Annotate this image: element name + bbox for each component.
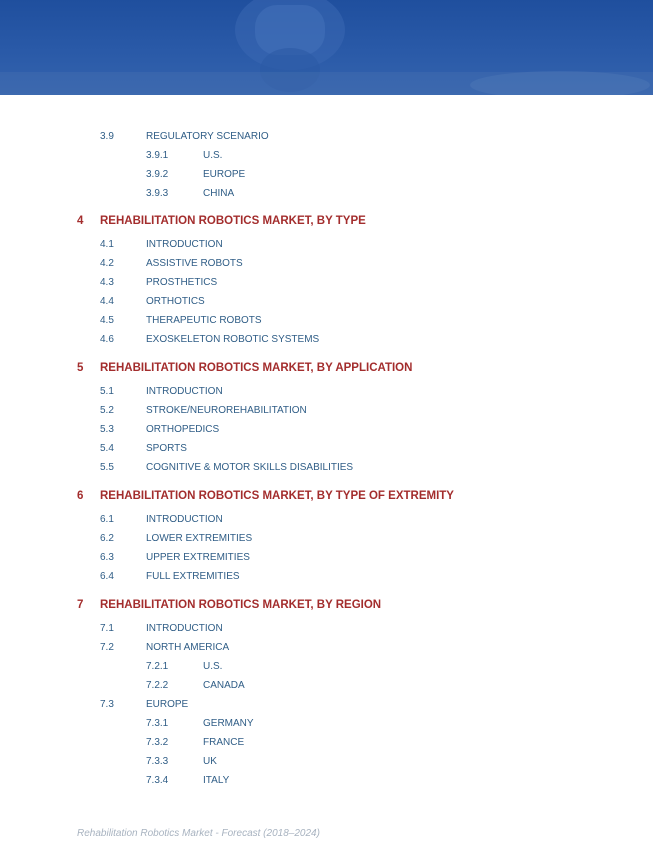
toc-entry-number: 3.9.1 xyxy=(146,150,169,161)
toc-entry-number: 3.9 xyxy=(100,131,114,142)
toc-entry-number: 7.2 xyxy=(100,642,114,653)
toc-entry-label: EUROPE xyxy=(146,699,189,710)
toc-entry-number: 5.4 xyxy=(100,443,114,454)
toc-entry-label: INTRODUCTION xyxy=(146,386,223,397)
toc-entry-number: 4.5 xyxy=(100,315,114,326)
toc-entry-label: U.S. xyxy=(203,661,223,672)
toc-entry-label: INTRODUCTION xyxy=(146,239,223,250)
toc-entry-number: 4.6 xyxy=(100,334,114,345)
toc-entry-label: ORTHOPEDICS xyxy=(146,424,220,435)
toc-entry-number: 5.1 xyxy=(100,386,114,397)
toc-entry-number: 7.3.3 xyxy=(146,756,169,767)
toc-entry-number: 6.4 xyxy=(100,571,114,582)
toc-entry-label: ORTHOTICS xyxy=(146,296,205,307)
toc-entry-label: INTRODUCTION xyxy=(146,514,223,525)
toc-entry-number: 7.3.2 xyxy=(146,737,169,748)
toc-entry-label: UPPER EXTREMITIES xyxy=(146,552,250,563)
toc-entry-label: INTRODUCTION xyxy=(146,623,223,634)
toc-entry-number: 7.3.1 xyxy=(146,718,169,729)
toc-entry-number: 5.5 xyxy=(100,462,114,473)
toc-entry-label: EUROPE xyxy=(203,169,246,180)
toc-entry-label: REHABILITATION ROBOTICS MARKET, BY APPLICATION xyxy=(100,362,413,374)
toc-entry-number: 6.3 xyxy=(100,552,114,563)
toc-entry-number: 7.2.2 xyxy=(146,680,169,691)
toc-entry-number: 7 xyxy=(77,599,84,611)
toc-entry-label: EXOSKELETON ROBOTIC SYSTEMS xyxy=(146,334,320,345)
toc-entry-label: REGULATORY SCENARIO xyxy=(146,131,269,142)
toc-entry-number: 4 xyxy=(77,215,84,227)
toc-entry-number: 3.9.3 xyxy=(146,188,169,199)
toc-entry-number: 4.4 xyxy=(100,296,114,307)
toc-entry-label: REHABILITATION ROBOTICS MARKET, BY REGION xyxy=(100,599,382,611)
toc-entry-number: 5.2 xyxy=(100,405,114,416)
toc-entry-number: 5.3 xyxy=(100,424,114,435)
toc-entry-number: 7.3 xyxy=(100,699,114,710)
toc-entry-label: NORTH AMERICA xyxy=(146,642,230,653)
toc-entry-number: 7.1 xyxy=(100,623,114,634)
toc-entry-label: LOWER EXTREMITIES xyxy=(146,533,253,544)
toc-entry-number: 3.9.2 xyxy=(146,169,169,180)
toc-entry-label: PROSTHETICS xyxy=(146,277,218,288)
toc-entry-number: 5 xyxy=(77,362,84,374)
toc-entry-number: 4.3 xyxy=(100,277,114,288)
toc-entry-label: GERMANY xyxy=(203,718,254,729)
toc-entry-number: 7.3.4 xyxy=(146,775,169,786)
toc-entry-number: 4.2 xyxy=(100,258,114,269)
toc-entry-label: CHINA xyxy=(203,188,235,199)
toc-entry-label: CANADA xyxy=(203,680,245,691)
toc-entry-number: 7.2.1 xyxy=(146,661,169,672)
toc-entry-number: 6.1 xyxy=(100,514,114,525)
toc-entry-number: 6.2 xyxy=(100,533,114,544)
toc-entry-number: 6 xyxy=(77,490,84,502)
toc-entry-label: ITALY xyxy=(203,775,230,786)
toc-entry-label: U.S. xyxy=(203,150,223,161)
toc-entry-label: ASSISTIVE ROBOTS xyxy=(146,258,243,269)
toc-entry-label: FRANCE xyxy=(203,737,245,748)
toc-entry-label: STROKE/NEUROREHABILITATION xyxy=(146,405,307,416)
toc-entry-label: COGNITIVE & MOTOR SKILLS DISABILITIES xyxy=(146,462,354,473)
toc-entry-number: 4.1 xyxy=(100,239,114,250)
page-footer: Rehabilitation Robotics Market - Forecast (2018–2024) xyxy=(77,828,320,839)
toc-entry-label: REHABILITATION ROBOTICS MARKET, BY TYPE xyxy=(100,215,366,227)
toc-entry-label: FULL EXTREMITIES xyxy=(146,571,240,582)
toc-entry-label: THERAPEUTIC ROBOTS xyxy=(146,315,262,326)
toc-entry-label: UK xyxy=(203,756,217,767)
toc-entry-label: REHABILITATION ROBOTICS MARKET, BY TYPE OF EXTREMITY xyxy=(100,490,454,502)
toc-entry-label: SPORTS xyxy=(146,443,187,454)
